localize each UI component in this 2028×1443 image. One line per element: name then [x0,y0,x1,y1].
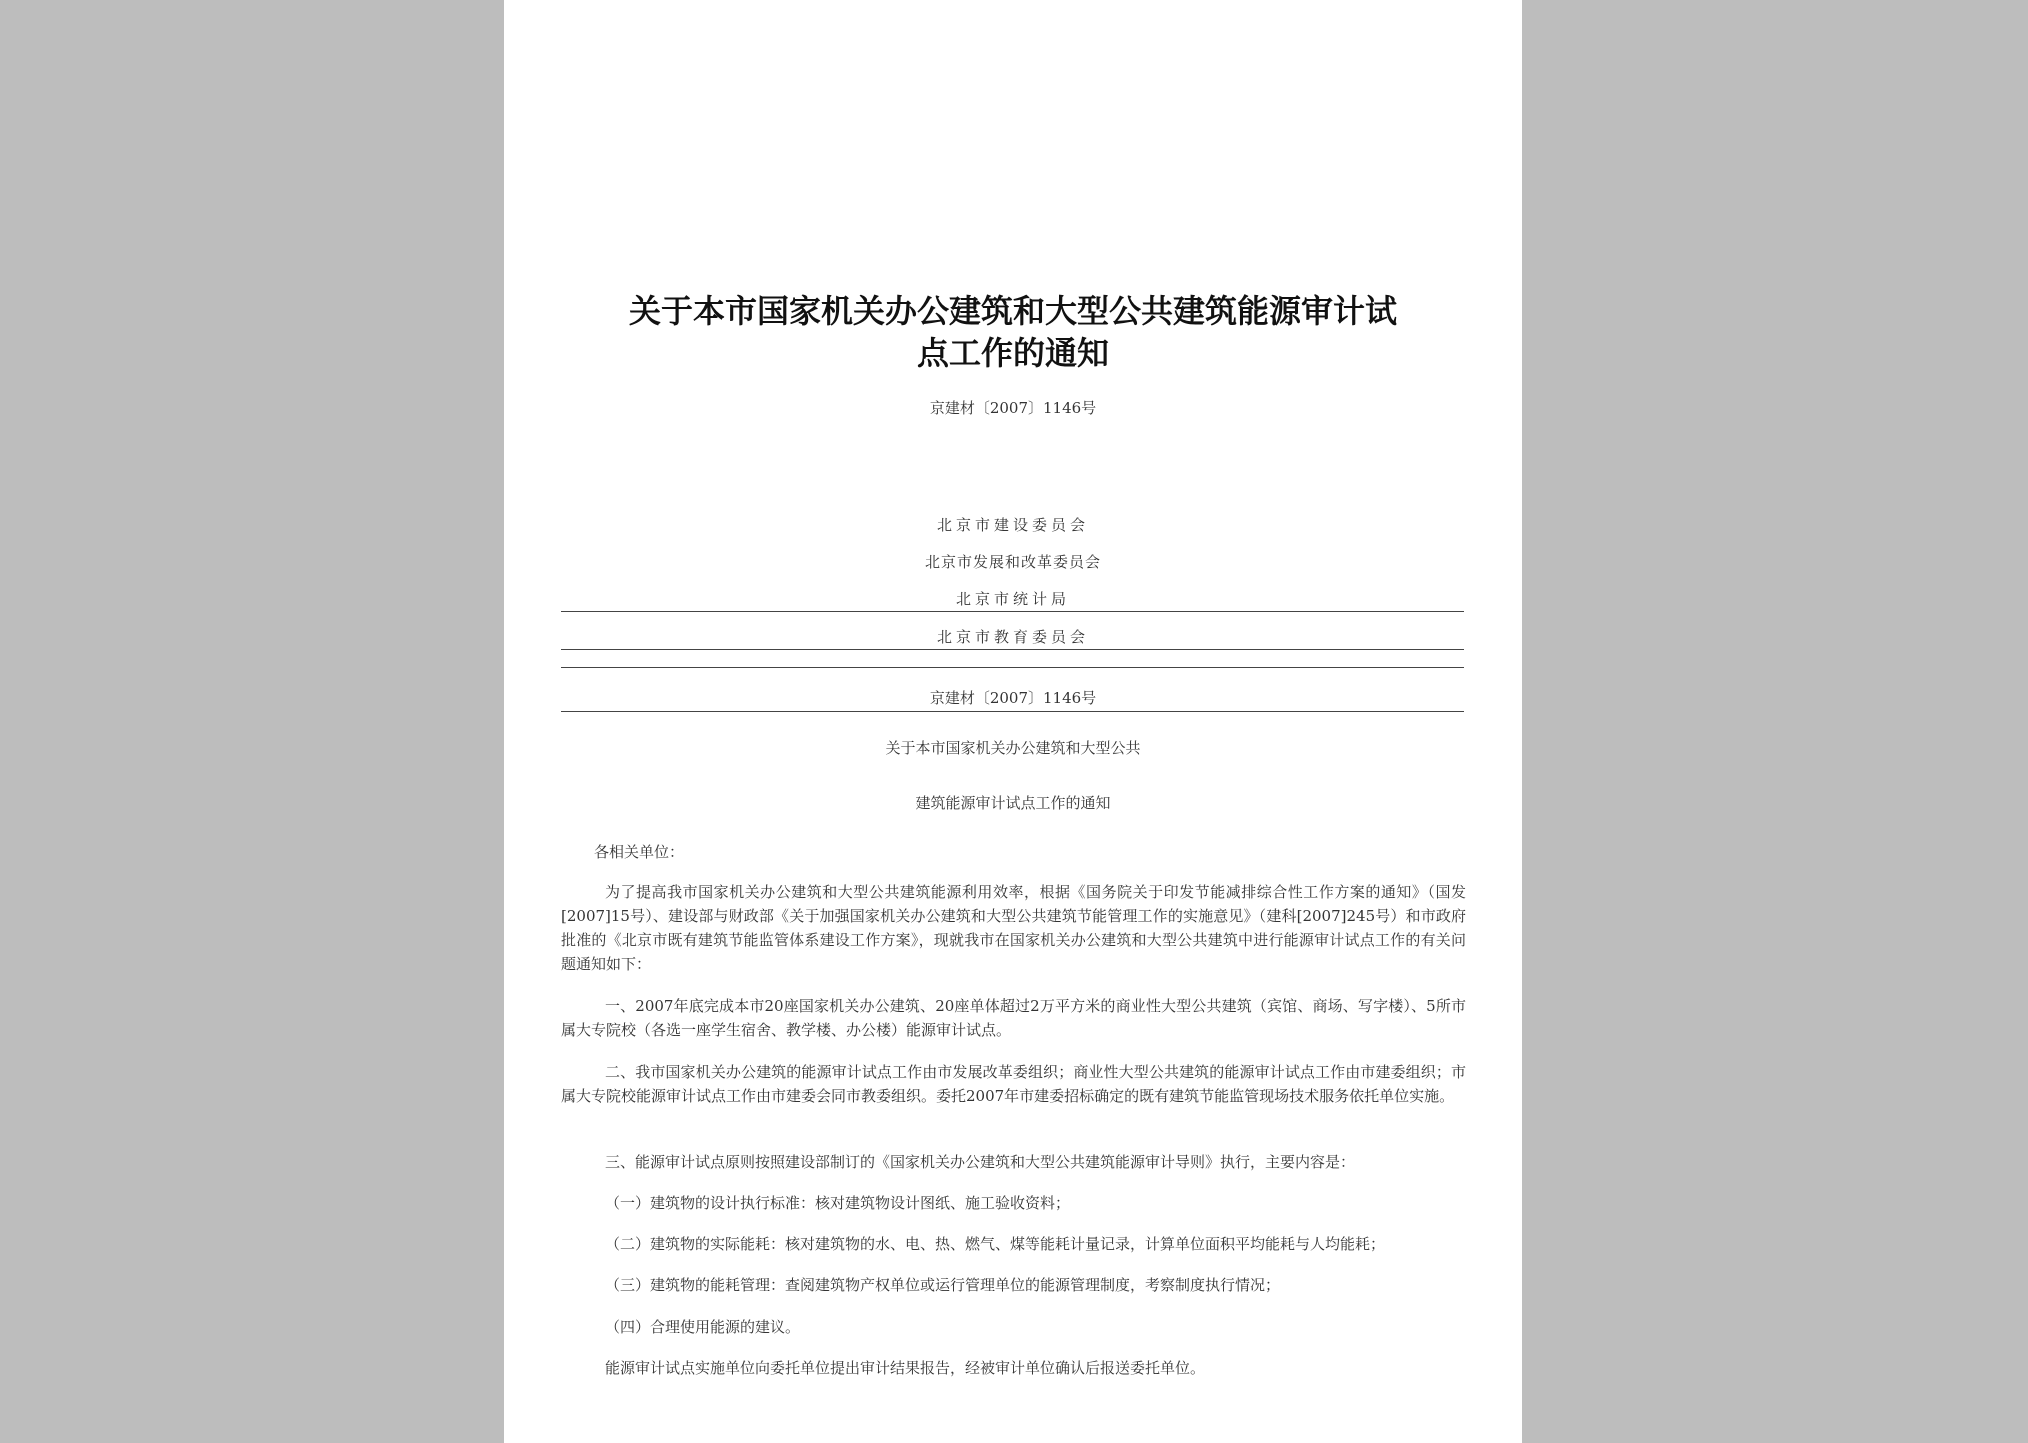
paragraph-item-3: 三、能源审计试点原则按照建设部制订的《国家机关办公建筑和大型公共建筑能源审计导则》执行，主要内容是： [605,1153,1356,1171]
issuer-education-commission: 北京市教育委员会 [936,628,1089,646]
paragraph-intro: 为了提高我市国家机关办公建筑和大型公共建筑能源利用效率，根据《国务院关于印发节能减排综合性工作方案的通知》（国发[2007]15号）、建设部与财政部《关于加强国家机关办公建筑和大型公共建筑节能管理工作的实施意见》（建科[2007]245号）和市政府批准的《北京市既有建筑节能监管体系建设工作方案》，现就我市在国家机关办公建筑和大型公共建筑中进行能源审计试点工作的有关问题通知如下： [561,883,1466,973]
header-rule-2 [561,649,1464,650]
document-page [504,0,1522,1443]
document-title-line-2: 点工作的通知 [916,334,1109,372]
document-number-top: 京建材〔2007〕1146号 [929,399,1097,417]
paragraph-subitem-2: （二）建筑物的实际能耗：核对建筑物的水、电、热、燃气、煤等能耗计量记录，计算单位面积平均能耗与人均能耗； [605,1235,1386,1253]
subtitle-line-2: 建筑能源审计试点工作的通知 [915,794,1111,812]
paragraph-subitem-3: （三）建筑物的能耗管理：查阅建筑物产权单位或运行管理单位的能源管理制度，考察制度执行情况； [605,1276,1281,1294]
paragraph-report: 能源审计试点实施单位向委托单位提出审计结果报告，经被审计单位确认后报送委托单位。 [605,1359,1206,1377]
issuer-statistics-bureau: 北京市统计局 [955,590,1070,608]
paragraph-item-2: 二、我市国家机关办公建筑的能源审计试点工作由市发展改革委组织；商业性大型公共建筑的能源审计试点工作由市建委组织；市属大专院校能源审计试点工作由市建委会同市教委组织。委托2007年市建委招标确定的既有建筑节能监管现场技术服务依托单位实施。 [561,1063,1466,1105]
subtitle-line-1: 关于本市国家机关办公建筑和大型公共 [885,739,1141,757]
document-title-line-1: 关于本市国家机关办公建筑和大型公共建筑能源审计试 [628,292,1397,330]
issuer-construction-commission: 北京市建设委员会 [936,516,1089,534]
paragraph-subitem-1: （一）建筑物的设计执行标准：核对建筑物设计图纸、施工验收资料； [605,1194,1071,1212]
document-number: 京建材〔2007〕1146号 [929,689,1097,707]
issuer-development-reform-commission: 北京市发展和改革委员会 [924,553,1101,571]
paragraph-subitem-4: （四）合理使用能源的建议。 [605,1318,801,1336]
header-rule-3 [561,667,1464,668]
header-rule-1 [561,611,1464,612]
header-rule-4 [561,711,1464,712]
paragraph-item-1: 一、2007年底完成本市20座国家机关办公建筑、20座单体超过2万平方米的商业性大型公共建筑（宾馆、商场、写字楼）、5所市属大专院校（各选一座学生宿舍、教学楼、办公楼）能源审计试点。 [561,997,1466,1039]
salutation: 各相关单位： [594,843,685,861]
document-title [554,290,1472,374]
